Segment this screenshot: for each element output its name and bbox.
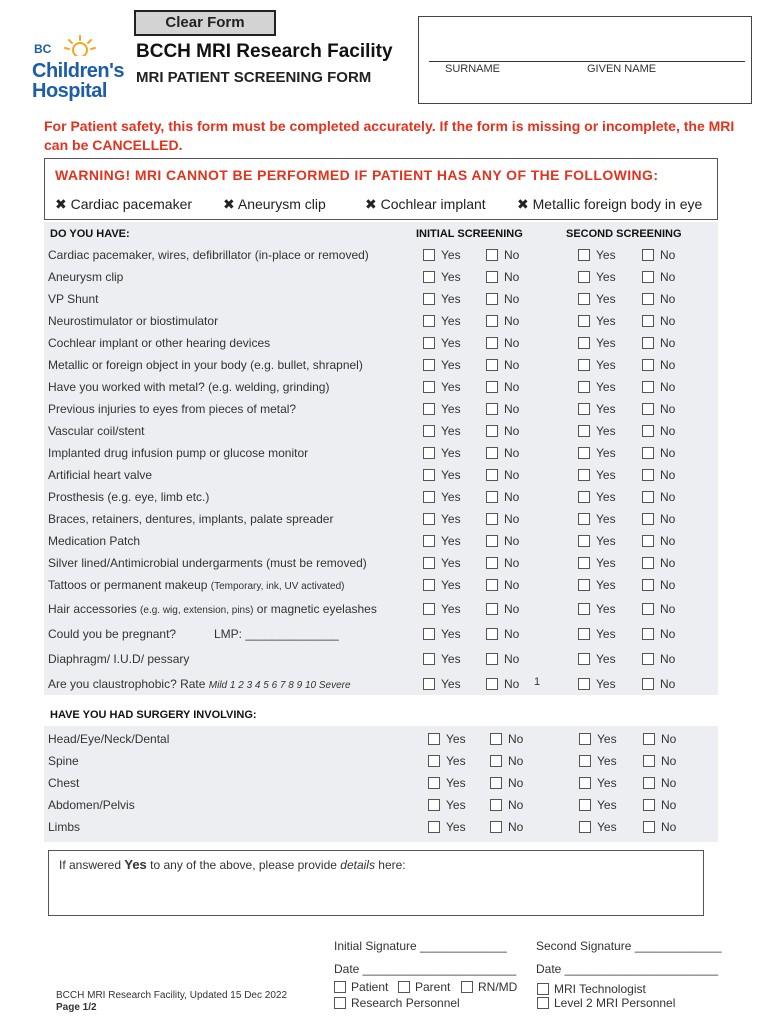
second-yes-label: Yes xyxy=(596,468,616,482)
section-heading: DO YOU HAVE: xyxy=(50,228,130,240)
question-label: Hair accessories (e.g. wig, extension, pins) or magnetic eyelashes xyxy=(48,602,377,616)
surgery-second-no-checkbox[interactable] xyxy=(643,777,655,789)
x-mark-icon: ✖ xyxy=(365,196,377,212)
footer xyxy=(56,990,287,1014)
second-no-label: No xyxy=(660,292,676,306)
surgery-second-no-checkbox[interactable] xyxy=(643,821,655,833)
question-label: Have you worked with metal? (e.g. welding, grinding) xyxy=(48,380,330,394)
second-no-label: No xyxy=(660,468,676,482)
second-no-checkbox[interactable] xyxy=(642,381,654,393)
second-no-label: No xyxy=(660,314,676,328)
surgery-second-yes-label: Yes xyxy=(597,754,617,768)
surgery-second-no-label: No xyxy=(661,820,677,834)
second-no-label: No xyxy=(660,602,676,616)
surgery-initial-no-checkbox[interactable] xyxy=(490,755,502,767)
surgery-second-yes-checkbox[interactable] xyxy=(579,799,591,811)
initial-yes-checkbox[interactable] xyxy=(423,403,435,415)
second-yes-checkbox[interactable] xyxy=(578,469,590,481)
second-yes-checkbox[interactable] xyxy=(578,337,590,349)
second-yes-checkbox[interactable] xyxy=(578,579,590,591)
initial-no-label: No xyxy=(504,556,520,570)
initial-yes-label: Yes xyxy=(441,270,461,284)
second-yes-checkbox[interactable] xyxy=(578,425,590,437)
second-no-checkbox[interactable] xyxy=(642,678,654,690)
initial-no-label: No xyxy=(504,314,520,328)
initial-no-label: No xyxy=(504,534,520,548)
second-no-label: No xyxy=(660,424,676,438)
warning-item: ✖ Cochlear implant xyxy=(365,196,486,212)
initial-no-checkbox[interactable] xyxy=(486,557,498,569)
initial-no-label: No xyxy=(504,652,520,666)
initial-no-checkbox[interactable] xyxy=(486,513,498,525)
surgery-initial-no-label: No xyxy=(508,754,524,768)
initial-no-label: No xyxy=(504,424,520,438)
question-label: Cochlear implant or other hearing devices xyxy=(48,336,271,350)
second-no-label: No xyxy=(660,248,676,262)
warning-item: ✖ Aneurysm clip xyxy=(223,196,326,212)
surgery-second-yes-checkbox[interactable] xyxy=(579,777,591,789)
initial-yes-checkbox[interactable] xyxy=(423,491,435,503)
second-no-label: No xyxy=(660,490,676,504)
x-mark-icon: ✖ xyxy=(223,196,235,212)
initial-no-checkbox[interactable] xyxy=(486,678,498,690)
second-no-checkbox[interactable] xyxy=(642,535,654,547)
second-yes-checkbox[interactable] xyxy=(578,678,590,690)
question-label: Implanted drug infusion pump or glucose monitor xyxy=(48,446,309,460)
surgery-initial-yes-label: Yes xyxy=(446,776,466,790)
initial-no-checkbox[interactable] xyxy=(486,535,498,547)
second-yes-label: Yes xyxy=(596,512,616,526)
second-yes-checkbox[interactable] xyxy=(578,447,590,459)
surgery-initial-yes-checkbox[interactable] xyxy=(428,799,440,811)
second-no-checkbox[interactable] xyxy=(642,628,654,640)
initial-no-label: No xyxy=(504,578,520,592)
surgery-initial-no-label: No xyxy=(508,798,524,812)
second-no-checkbox[interactable] xyxy=(642,425,654,437)
surgery-second-yes-checkbox[interactable] xyxy=(579,733,591,745)
second-yes-label: Yes xyxy=(596,270,616,284)
warning-item: ✖ Cardiac pacemaker xyxy=(55,196,193,212)
initial-no-label: No xyxy=(504,358,520,372)
initial-no-checkbox[interactable] xyxy=(486,469,498,481)
warning-heading: WARNING! MRI CANNOT BE PERFORMED IF PATIENT HAS ANY OF THE FOLLOWING: xyxy=(55,167,659,183)
safety-notice: For Patient safety, this form must be completed accurately. If the form is missing or incomplete, the MRI can be CANCELLED. xyxy=(44,118,735,153)
second-yes-label: Yes xyxy=(596,578,616,592)
initial-no-checkbox[interactable] xyxy=(486,293,498,305)
surgery-initial-yes-checkbox[interactable] xyxy=(428,777,440,789)
initial-yes-label: Yes xyxy=(441,248,461,262)
surgery-label: Limbs xyxy=(48,820,81,834)
second-yes-label: Yes xyxy=(596,627,616,641)
initial-no-label: No xyxy=(504,248,520,262)
second-no-label: No xyxy=(660,336,676,350)
second-no-checkbox[interactable] xyxy=(642,491,654,503)
initial-no-checkbox[interactable] xyxy=(486,628,498,640)
second-yes-label: Yes xyxy=(596,380,616,394)
second-no-checkbox[interactable] xyxy=(642,513,654,525)
second-no-checkbox[interactable] xyxy=(642,249,654,261)
initial-signature-field[interactable]: Initial Signature _____________ xyxy=(334,939,507,953)
initial-yes-checkbox[interactable] xyxy=(423,359,435,371)
initial-no-checkbox[interactable] xyxy=(486,491,498,503)
second-yes-checkbox[interactable] xyxy=(578,653,590,665)
initial-yes-label: Yes xyxy=(441,602,461,616)
initial-yes-checkbox[interactable] xyxy=(423,249,435,261)
rn-md-checkbox[interactable] xyxy=(461,981,473,993)
question-label: Aneurysm clip xyxy=(48,270,124,284)
question-label: Could you be pregnant? xyxy=(48,627,177,641)
initial-screening-heading: INITIAL SCREENING xyxy=(416,228,523,240)
second-yes-checkbox[interactable] xyxy=(578,491,590,503)
initial-no-checkbox[interactable] xyxy=(486,403,498,415)
initial-yes-label: Yes xyxy=(441,556,461,570)
second-no-label: No xyxy=(660,677,676,691)
research-personnel-label: Research Personnel xyxy=(351,996,460,1010)
name-line xyxy=(429,61,745,62)
initial-yes-checkbox[interactable] xyxy=(423,271,435,283)
surgery-label: Head/Eye/Neck/Dental xyxy=(48,732,170,746)
second-yes-label: Yes xyxy=(596,336,616,350)
initial-no-label: No xyxy=(504,446,520,460)
second-signature-field[interactable]: Second Signature _____________ xyxy=(536,939,722,953)
initial-yes-checkbox[interactable] xyxy=(423,469,435,481)
surgery-initial-yes-checkbox[interactable] xyxy=(428,733,440,745)
second-no-label: No xyxy=(660,270,676,284)
second-screening-heading: SECOND SCREENING xyxy=(566,228,682,240)
initial-yes-label: Yes xyxy=(441,468,461,482)
surname-label: SURNAME xyxy=(445,63,501,75)
second-no-checkbox[interactable] xyxy=(642,653,654,665)
lmp-field[interactable]: LMP: ______________ xyxy=(214,627,339,641)
warning-item: ✖ Metallic foreign body in eye xyxy=(517,196,703,212)
second-no-checkbox[interactable] xyxy=(642,579,654,591)
initial-yes-label: Yes xyxy=(441,512,461,526)
surgery-initial-no-checkbox[interactable] xyxy=(490,799,502,811)
surgery-heading: HAVE YOU HAD SURGERY INVOLVING: xyxy=(50,709,257,721)
initial-yes-checkbox[interactable] xyxy=(423,603,435,615)
initial-yes-checkbox[interactable] xyxy=(423,579,435,591)
question-label: Diaphragm/ I.U.D/ pessary xyxy=(48,652,190,666)
question-label: Silver lined/Antimicrobial undergarments (must be removed) xyxy=(48,556,367,570)
surgery-initial-no-checkbox[interactable] xyxy=(490,821,502,833)
surgery-second-no-checkbox[interactable] xyxy=(643,799,655,811)
question-label: Tattoos or permanent makeup (Temporary, ink, UV activated) xyxy=(48,578,345,592)
parent-checkbox[interactable] xyxy=(398,981,410,993)
initial-yes-checkbox[interactable] xyxy=(423,447,435,459)
second-yes-checkbox[interactable] xyxy=(578,603,590,615)
second-yes-checkbox[interactable] xyxy=(578,249,590,261)
initial-no-label: No xyxy=(504,380,520,394)
level2-personnel-checkbox[interactable] xyxy=(537,997,549,1009)
second-yes-checkbox[interactable] xyxy=(578,381,590,393)
initial-yes-label: Yes xyxy=(441,677,461,691)
initial-yes-label: Yes xyxy=(441,578,461,592)
second-no-label: No xyxy=(660,358,676,372)
surgery-second-no-label: No xyxy=(661,776,677,790)
second-yes-checkbox[interactable] xyxy=(578,535,590,547)
initial-no-checkbox[interactable] xyxy=(486,447,498,459)
initial-no-checkbox[interactable] xyxy=(486,359,498,371)
surgery-initial-yes-label: Yes xyxy=(446,754,466,768)
clear-form-button[interactable]: Clear Form xyxy=(134,10,276,36)
second-no-checkbox[interactable] xyxy=(642,271,654,283)
mri-technologist-label: MRI Technologist xyxy=(554,982,646,996)
second-yes-checkbox[interactable] xyxy=(578,271,590,283)
second-no-checkbox[interactable] xyxy=(642,337,654,349)
second-yes-checkbox[interactable] xyxy=(578,513,590,525)
surgery-initial-yes-label: Yes xyxy=(446,732,466,746)
second-yes-label: Yes xyxy=(596,556,616,570)
second-yes-label: Yes xyxy=(596,424,616,438)
second-yes-checkbox[interactable] xyxy=(578,557,590,569)
second-no-checkbox[interactable] xyxy=(642,359,654,371)
second-yes-label: Yes xyxy=(596,490,616,504)
surgery-second-yes-label: Yes xyxy=(597,798,617,812)
initial-no-checkbox[interactable] xyxy=(486,653,498,665)
question-label: Braces, retainers, dentures, implants, palate spreader xyxy=(48,512,334,526)
warning-box xyxy=(44,158,718,220)
second-yes-label: Yes xyxy=(596,314,616,328)
initial-no-label: No xyxy=(504,627,520,641)
rn-md-label: RN/MD xyxy=(478,980,518,994)
surgery-initial-yes-checkbox[interactable] xyxy=(428,821,440,833)
second-no-checkbox[interactable] xyxy=(642,557,654,569)
surgery-second-no-label: No xyxy=(661,754,677,768)
surgery-initial-no-checkbox[interactable] xyxy=(490,733,502,745)
initial-yes-checkbox[interactable] xyxy=(423,381,435,393)
initial-no-checkbox[interactable] xyxy=(486,315,498,327)
initial-yes-label: Yes xyxy=(441,424,461,438)
second-yes-label: Yes xyxy=(596,446,616,460)
second-yes-label: Yes xyxy=(596,358,616,372)
details-textarea[interactable] xyxy=(48,850,704,916)
second-yes-label: Yes xyxy=(596,534,616,548)
surgery-initial-yes-label: Yes xyxy=(446,820,466,834)
second-no-label: No xyxy=(660,627,676,641)
question-label: VP Shunt xyxy=(48,292,99,306)
initial-yes-label: Yes xyxy=(441,627,461,641)
initial-no-checkbox[interactable] xyxy=(486,381,498,393)
initial-no-label: No xyxy=(504,402,520,416)
second-yes-checkbox[interactable] xyxy=(578,628,590,640)
initial-yes-checkbox[interactable] xyxy=(423,535,435,547)
initial-yes-label: Yes xyxy=(441,336,461,350)
surgery-second-yes-label: Yes xyxy=(597,732,617,746)
initial-yes-label: Yes xyxy=(441,292,461,306)
second-no-checkbox[interactable] xyxy=(642,447,654,459)
initial-yes-checkbox[interactable] xyxy=(423,425,435,437)
surgery-label: Chest xyxy=(48,776,80,790)
second-no-checkbox[interactable] xyxy=(642,603,654,615)
patient-checkbox[interactable] xyxy=(334,981,346,993)
second-yes-checkbox[interactable] xyxy=(578,359,590,371)
second-yes-checkbox[interactable] xyxy=(578,293,590,305)
surgery-second-no-checkbox[interactable] xyxy=(643,755,655,767)
initial-yes-checkbox[interactable] xyxy=(423,337,435,349)
surgery-initial-no-label: No xyxy=(508,776,524,790)
question-label: Metallic or foreign object in your body (e.g. bullet, shrapnel) xyxy=(48,358,363,372)
surgery-second-yes-checkbox[interactable] xyxy=(579,821,591,833)
second-yes-label: Yes xyxy=(596,248,616,262)
logo-line1: Children's xyxy=(32,60,124,82)
surgery-initial-no-checkbox[interactable] xyxy=(490,777,502,789)
initial-yes-checkbox[interactable] xyxy=(423,628,435,640)
second-no-checkbox[interactable] xyxy=(642,293,654,305)
logo-line2: Hospital xyxy=(32,80,107,102)
second-yes-label: Yes xyxy=(596,292,616,306)
surgery-label: Abdomen/Pelvis xyxy=(48,798,135,812)
initial-yes-label: Yes xyxy=(441,446,461,460)
initial-no-checkbox[interactable] xyxy=(486,271,498,283)
surgery-second-yes-label: Yes xyxy=(597,820,617,834)
question-label: Neurostimulator or biostimulator xyxy=(48,314,219,328)
mri-technologist-checkbox[interactable] xyxy=(537,983,549,995)
question-label: Artificial heart valve xyxy=(48,468,153,482)
initial-no-label: No xyxy=(504,336,520,350)
patient-name-box[interactable] xyxy=(418,16,752,104)
initial-yes-label: Yes xyxy=(441,490,461,504)
initial-no-checkbox[interactable] xyxy=(486,579,498,591)
surgery-initial-yes-checkbox[interactable] xyxy=(428,755,440,767)
second-no-checkbox[interactable] xyxy=(642,469,654,481)
second-yes-label: Yes xyxy=(596,652,616,666)
question-label: Prosthesis (e.g. eye, limb etc.) xyxy=(48,490,210,504)
surgery-second-no-checkbox[interactable] xyxy=(643,733,655,745)
x-mark-icon: ✖ xyxy=(55,196,67,212)
research-personnel-checkbox[interactable] xyxy=(334,997,346,1009)
sun-icon xyxy=(63,34,97,56)
second-yes-checkbox[interactable] xyxy=(578,315,590,327)
initial-yes-label: Yes xyxy=(441,652,461,666)
second-no-label: No xyxy=(660,402,676,416)
initial-yes-checkbox[interactable] xyxy=(423,513,435,525)
initial-no-checkbox[interactable] xyxy=(486,337,498,349)
initial-no-label: No xyxy=(504,512,520,526)
initial-yes-label: Yes xyxy=(441,314,461,328)
initial-yes-checkbox[interactable] xyxy=(423,557,435,569)
question-label: Cardiac pacemaker, wires, defibrillator (in-place or removed) xyxy=(48,248,369,262)
initial-no-checkbox[interactable] xyxy=(486,603,498,615)
given-name-label: GIVEN NAME xyxy=(587,63,657,75)
initial-no-label: No xyxy=(504,292,520,306)
question-label: Previous injuries to eyes from pieces of metal? xyxy=(48,402,297,416)
initial-yes-checkbox[interactable] xyxy=(423,678,435,690)
second-no-label: No xyxy=(660,512,676,526)
initial-yes-label: Yes xyxy=(441,402,461,416)
parent-label: Parent xyxy=(415,980,451,994)
initial-yes-checkbox[interactable] xyxy=(423,293,435,305)
initial-yes-checkbox[interactable] xyxy=(423,653,435,665)
second-no-label: No xyxy=(660,556,676,570)
initial-no-label: No xyxy=(504,677,520,691)
second-date-field[interactable]: Date _______________________ xyxy=(536,962,719,976)
details-prompt: If answered Yes to any of the above, please provide details here: xyxy=(59,857,406,872)
second-no-checkbox[interactable] xyxy=(642,315,654,327)
form-title: MRI PATIENT SCREENING FORM xyxy=(136,69,372,86)
claustrophobia-rating: 1 xyxy=(534,676,541,688)
surgery-initial-no-label: No xyxy=(508,820,524,834)
logo-bc-text: BC xyxy=(34,42,52,56)
facility-title: BCCH MRI Research Facility xyxy=(136,41,393,62)
claustrophobia-scale[interactable]: Mild 1 2 3 4 5 6 7 8 9 10 Severe xyxy=(208,680,351,691)
second-yes-label: Yes xyxy=(596,602,616,616)
initial-no-label: No xyxy=(504,270,520,284)
second-no-label: No xyxy=(660,446,676,460)
initial-no-checkbox[interactable] xyxy=(486,425,498,437)
footer-line2: Page 1/2 xyxy=(56,1002,97,1013)
level2-personnel-label: Level 2 MRI Personnel xyxy=(554,996,676,1010)
second-no-label: No xyxy=(660,534,676,548)
surgery-initial-yes-label: Yes xyxy=(446,798,466,812)
initial-date-field[interactable]: Date _______________________ xyxy=(334,962,517,976)
initial-yes-checkbox[interactable] xyxy=(423,315,435,327)
footer-line1: BCCH MRI Research Facility, Updated 15 Dec 2022 xyxy=(56,990,288,1001)
second-no-checkbox[interactable] xyxy=(642,403,654,415)
initial-no-label: No xyxy=(504,468,520,482)
second-yes-checkbox[interactable] xyxy=(578,403,590,415)
surgery-second-no-label: No xyxy=(661,798,677,812)
initial-no-checkbox[interactable] xyxy=(486,249,498,261)
initial-yes-label: Yes xyxy=(441,358,461,372)
second-yes-label: Yes xyxy=(596,677,616,691)
surgery-label: Spine xyxy=(48,754,79,768)
initial-yes-label: Yes xyxy=(441,380,461,394)
x-mark-icon: ✖ xyxy=(517,196,529,212)
second-no-label: No xyxy=(660,578,676,592)
patient-label: Patient xyxy=(351,980,389,994)
surgery-second-no-label: No xyxy=(661,732,677,746)
second-no-label: No xyxy=(660,652,676,666)
question-label: Medication Patch xyxy=(48,534,141,548)
second-yes-label: Yes xyxy=(596,402,616,416)
second-no-label: No xyxy=(660,380,676,394)
question-label: Are you claustrophobic? Rate Mild 1 2 3 4 5 6 7 8 9 10 Severe xyxy=(48,677,351,691)
initial-no-label: No xyxy=(504,602,520,616)
initial-no-label: No xyxy=(504,490,520,504)
initial-yes-label: Yes xyxy=(441,534,461,548)
question-label: Vascular coil/stent xyxy=(48,424,145,438)
surgery-second-yes-checkbox[interactable] xyxy=(579,755,591,767)
surgery-initial-no-label: No xyxy=(508,732,524,746)
surgery-second-yes-label: Yes xyxy=(597,776,617,790)
bc-childrens-hospital-logo xyxy=(30,28,130,104)
